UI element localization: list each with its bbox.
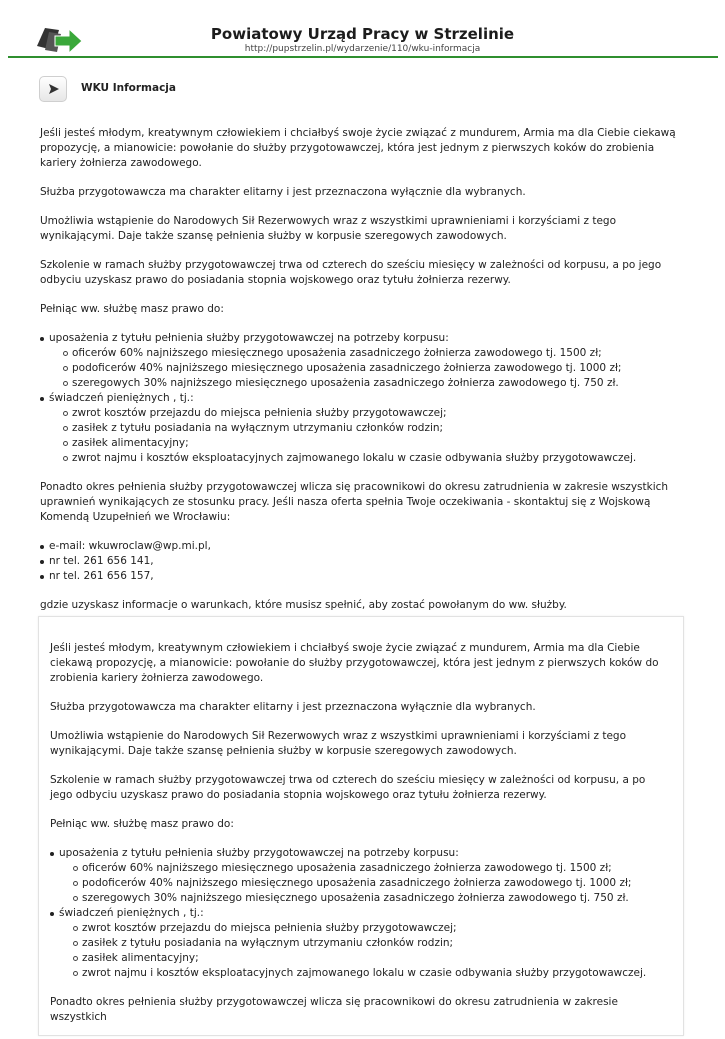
benefits-list bbox=[40, 331, 690, 466]
contact-phone: nr tel. 261 656 141, bbox=[40, 554, 690, 569]
list-item bbox=[50, 906, 670, 981]
sub-list-item: zasiłek alimentacyjny; bbox=[63, 436, 690, 451]
sub-list bbox=[59, 861, 670, 906]
list-item-label: świadczeń pieniężnych , tj.: bbox=[49, 392, 194, 404]
contact-phone: nr tel. 261 656 157, bbox=[40, 569, 690, 584]
site-title: Powiatowy Urząd Pracy w Strzelinie bbox=[210, 25, 515, 43]
sub-list-item: zasiłek alimentacyjny; bbox=[73, 951, 670, 966]
sub-list-item: oficerów 60% najniższego miesięcznego uposażenia zasadniczego żołnierza zawodowego tj. 1500 zł; bbox=[63, 346, 690, 361]
list-item bbox=[40, 331, 690, 391]
paragraph: Jeśli jesteś młodym, kreatywnym człowiekiem i chciałbyś swoje życie związać z mundurem, Armia ma dla Ciebie ciekawą propozycję, a mianowicie: powołanie do służby przygotowawczej, która jest jednym z pierwszych koków do zrobienia kariery żołnierza zawodowego. bbox=[40, 127, 676, 169]
sub-list-item: zasiłek z tytułu posiadania na wyłącznym utrzymaniu członków rodzin; bbox=[73, 936, 670, 951]
article-heading bbox=[0, 58, 725, 118]
sub-list-item: podoficerów 40% najniższego miesięcznego uposażenia zasadniczego żołnierza zawodowego tj. 1000 zł; bbox=[63, 361, 690, 376]
paragraph: Szkolenie w ramach służby przygotowawczej trwa od czterech do sześciu miesięcy w zależności od korpusu, a po jego odbyciu uzyskasz prawo do posiadania stopnia wojskowego oraz tytułu żołnierza rezerwy. bbox=[40, 259, 662, 286]
paragraph: Pełniąc ww. służbę masz prawo do: bbox=[40, 303, 224, 315]
sub-list-item: szeregowych 30% najniższego miesięcznego uposażenia zasadniczego żołnierza zawodowego tj. 750 zł. bbox=[63, 376, 690, 391]
article-body bbox=[40, 126, 690, 627]
page-url[interactable]: http://pupstrzelin.pl/wydarzenie/110/wku-informacja bbox=[244, 44, 481, 54]
paragraph: Umożliwia wstąpienie do Narodowych Sił Rezerwowych wraz z wszystkimi uprawnieniami i korzyściami z tego wynikającymi. Daje także szansę pełnienia służby w korpusie szeregowych zawodowych. bbox=[50, 730, 627, 757]
sub-list-item: zwrot kosztów przejazdu do miejsca pełnienia służby przygotowawczej; bbox=[73, 921, 670, 936]
list-item bbox=[50, 846, 670, 906]
paragraph: Służba przygotowawcza ma charakter elitarny i jest przeznaczona wyłącznie dla wybranych. bbox=[50, 701, 536, 713]
paragraph: Pełniąc ww. służbę masz prawo do: bbox=[50, 818, 234, 830]
list-item-label: uposażenia z tytułu pełnienia służby przygotowawczej na potrzeby korpusu: bbox=[59, 847, 459, 859]
play-button[interactable] bbox=[39, 76, 67, 102]
sub-list bbox=[49, 406, 690, 466]
sub-list-item: podoficerów 40% najniższego miesięcznego uposażenia zasadniczego żołnierza zawodowego tj. 1000 zł; bbox=[73, 876, 670, 891]
paragraph: Ponadto okres pełnienia służby przygotowawczej wlicza się pracownikowi do okresu zatrudnienia w zakresie wszystkich bbox=[50, 996, 618, 1023]
paragraph: Jeśli jesteś młodym, kreatywnym człowiekiem i chciałbyś swoje życie związać z mundurem, Armia ma dla Ciebie ciekawą propozycję, a mianowicie: powołanie do służby przygotowawczej, która jest jednym z pierwszych koków do zrobienia kariery żołnierza zawodowego. bbox=[50, 642, 659, 684]
content-box bbox=[38, 616, 684, 1036]
sub-list bbox=[59, 921, 670, 981]
sub-list-item: zwrot najmu i kosztów eksploatacyjnych zajmowanego lokalu w czasie odbywania służby przygotowawczej. bbox=[63, 451, 690, 466]
paragraph: Umożliwia wstąpienie do Narodowych Sił Rezerwowych wraz z wszystkimi uprawnieniami i korzyściami z tego wynikającymi. Daje także szansę pełnienia służby w korpusie szeregowych zawodowych. bbox=[40, 215, 617, 242]
sub-list-item: oficerów 60% najniższego miesięcznego uposażenia zasadniczego żołnierza zawodowego tj. 1500 zł; bbox=[73, 861, 670, 876]
contact-email[interactable]: e-mail: wkuwroclaw@wp.mi.pl, bbox=[40, 539, 690, 554]
list-item-label: uposażenia z tytułu pełnienia służby przygotowawczej na potrzeby korpusu: bbox=[49, 332, 449, 344]
paragraph: Szkolenie w ramach służby przygotowawczej trwa od czterech do sześciu miesięcy w zależności od korpusu, a po jego odbyciu uzyskasz prawo do posiadania stopnia wojskowego oraz tytułu żołnierza rezerwy. bbox=[50, 774, 646, 801]
sub-list-item: zwrot najmu i kosztów eksploatacyjnych zajmowanego lokalu w czasie odbywania służby przygotowawczej. bbox=[73, 966, 670, 981]
content-box-body bbox=[50, 641, 670, 1039]
paragraph: Ponadto okres pełnienia służby przygotowawczej wlicza się pracownikowi do okresu zatrudnienia w zakresie wszystkich uprawnień wynikających ze stosunku pracy. Jeśli nasza oferta spełnia Twoje oczekiwania - skontaktuj się z Wojskową Komendą Uzupełnień we Wrocławiu: bbox=[40, 481, 669, 523]
sub-list-item: zasiłek z tytułu posiadania na wyłącznym utrzymaniu członków rodzin; bbox=[63, 421, 690, 436]
paragraph: Służba przygotowawcza ma charakter elitarny i jest przeznaczona wyłącznie dla wybranych. bbox=[40, 186, 526, 198]
page-header bbox=[8, 0, 718, 58]
benefits-list bbox=[50, 846, 670, 981]
play-arrow-icon bbox=[48, 83, 60, 95]
paragraph: gdzie uzyskasz informacje o warunkach, które musisz spełnić, aby zostać powołanym do ww. służby. bbox=[40, 599, 567, 611]
sub-list bbox=[49, 346, 690, 391]
page-title: WKU Informacja bbox=[81, 82, 176, 94]
contact-list bbox=[40, 539, 690, 584]
list-item bbox=[40, 391, 690, 466]
sub-list-item: szeregowych 30% najniższego miesięcznego uposażenia zasadniczego żołnierza zawodowego tj. 750 zł. bbox=[73, 891, 670, 906]
list-item-label: świadczeń pieniężnych , tj.: bbox=[59, 907, 204, 919]
sub-list-item: zwrot kosztów przejazdu do miejsca pełnienia służby przygotowawczej; bbox=[63, 406, 690, 421]
